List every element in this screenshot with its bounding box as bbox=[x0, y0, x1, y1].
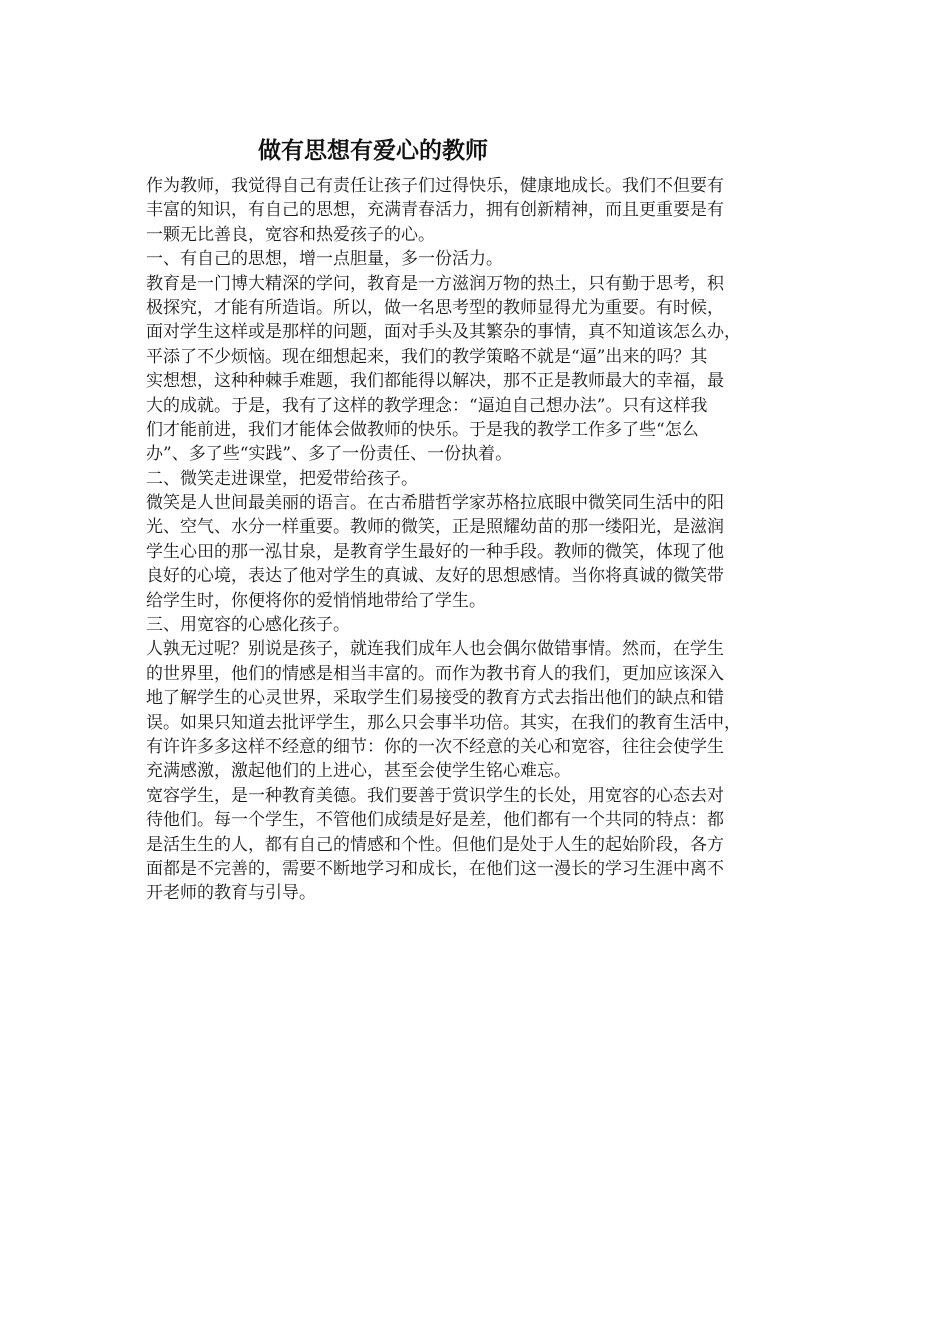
body-line: 极探究，才能有所造诣。所以，做一名思考型的教师显得尤为重要。有时候， bbox=[146, 297, 724, 318]
body-line: 三、用宽容的心感化孩子。 bbox=[146, 615, 350, 636]
body-line: 地了解学生的心灵世界，采取学生们易接受的教育方式去指出他们的缺点和错 bbox=[146, 688, 724, 709]
body-line: 二、微笑走进课堂，把爱带给孩子。 bbox=[146, 468, 418, 489]
body-line: 一颗无比善良，宽容和热爱孩子的心。 bbox=[146, 224, 435, 245]
body-line: 待他们。每一个学生，不管他们成绩是好是差，他们都有一个共同的特点：都 bbox=[146, 810, 724, 831]
body-line: 宽容学生，是一种教育美德。我们要善于赏识学生的长处，用宽容的心态去对 bbox=[146, 785, 724, 806]
body-line: 教育是一门博大精深的学问，教育是一方滋润万物的热土，只有勤于思考，积 bbox=[146, 273, 724, 294]
body-line: 微笑是人世间最美丽的语言。在古希腊哲学家苏格拉底眼中微笑同生活中的阳 bbox=[146, 493, 724, 514]
body-line: 平添了不少烦恼。现在细想起来，我们的教学策略不就是“逼”出来的吗？其 bbox=[146, 346, 708, 367]
document-body bbox=[146, 174, 806, 906]
body-line: 有许许多多这样不经意的细节：你的一次不经意的关心和宽容，往往会使学生 bbox=[146, 736, 724, 757]
body-line: 是活生生的人，都有自己的情感和个性。但他们是处于人生的起始阶段，各方 bbox=[146, 834, 724, 855]
body-line: 人孰无过呢？别说是孩子，就连我们成年人也会偶尔做错事情。然而，在学生 bbox=[146, 639, 724, 660]
document-title: 做有思想有爱心的教师 bbox=[258, 138, 488, 164]
body-line: 丰富的知识，有自己的思想，充满青春活力，拥有创新精神，而且更重要是有 bbox=[146, 200, 724, 221]
body-line: 误。如果只知道去批评学生，那么只会事半功倍。其实，在我们的教育生活中， bbox=[146, 712, 741, 733]
body-line: 实想想，这种种棘手难题，我们都能得以解决，那不正是教师最大的幸福，最 bbox=[146, 371, 724, 392]
body-line: 学生心田的那一泓甘泉，是教育学生最好的一种手段。教师的微笑，体现了他 bbox=[146, 541, 724, 562]
body-line: 光、空气、水分一样重要。教师的微笑，正是照耀幼苗的那一缕阳光，是滋润 bbox=[146, 517, 724, 538]
body-line: 给学生时，你便将你的爱悄悄地带给了学生。 bbox=[146, 590, 486, 611]
body-line: 办”、多了些“实践”、多了一份责任、一份执着。 bbox=[146, 444, 513, 465]
body-line: 大的成就。于是，我有了这样的教学理念：“逼迫自己想办法”。只有这样我 bbox=[146, 395, 708, 416]
body-line: 良好的心境，表达了他对学生的真诚、友好的思想感情。当你将真诚的微笑带 bbox=[146, 566, 724, 587]
body-line: 作为教师，我觉得自己有责任让孩子们过得快乐，健康地成长。我们不但要有 bbox=[146, 176, 724, 196]
body-line: 的世界里，他们的情感是相当丰富的。而作为教书育人的我们，更加应该深入 bbox=[146, 663, 724, 684]
body-line: 面对学生这样或是那样的问题，面对手头及其繁杂的事情，真不知道该怎么办， bbox=[146, 322, 741, 343]
body-line: 们才能前进，我们才能体会做教师的快乐。于是我的教学工作多了些“怎么 bbox=[146, 419, 699, 440]
body-line: 一、有自己的思想，增一点胆量，多一份活力。 bbox=[146, 249, 503, 270]
body-line: 面都是不完善的，需要不断地学习和成长，在他们这一漫长的学习生涯中离不 bbox=[146, 858, 724, 879]
body-line: 开老师的教育与引导。 bbox=[146, 883, 316, 904]
body-line: 充满感激，激起他们的上进心，甚至会使学生铭心难忘。 bbox=[146, 761, 571, 782]
